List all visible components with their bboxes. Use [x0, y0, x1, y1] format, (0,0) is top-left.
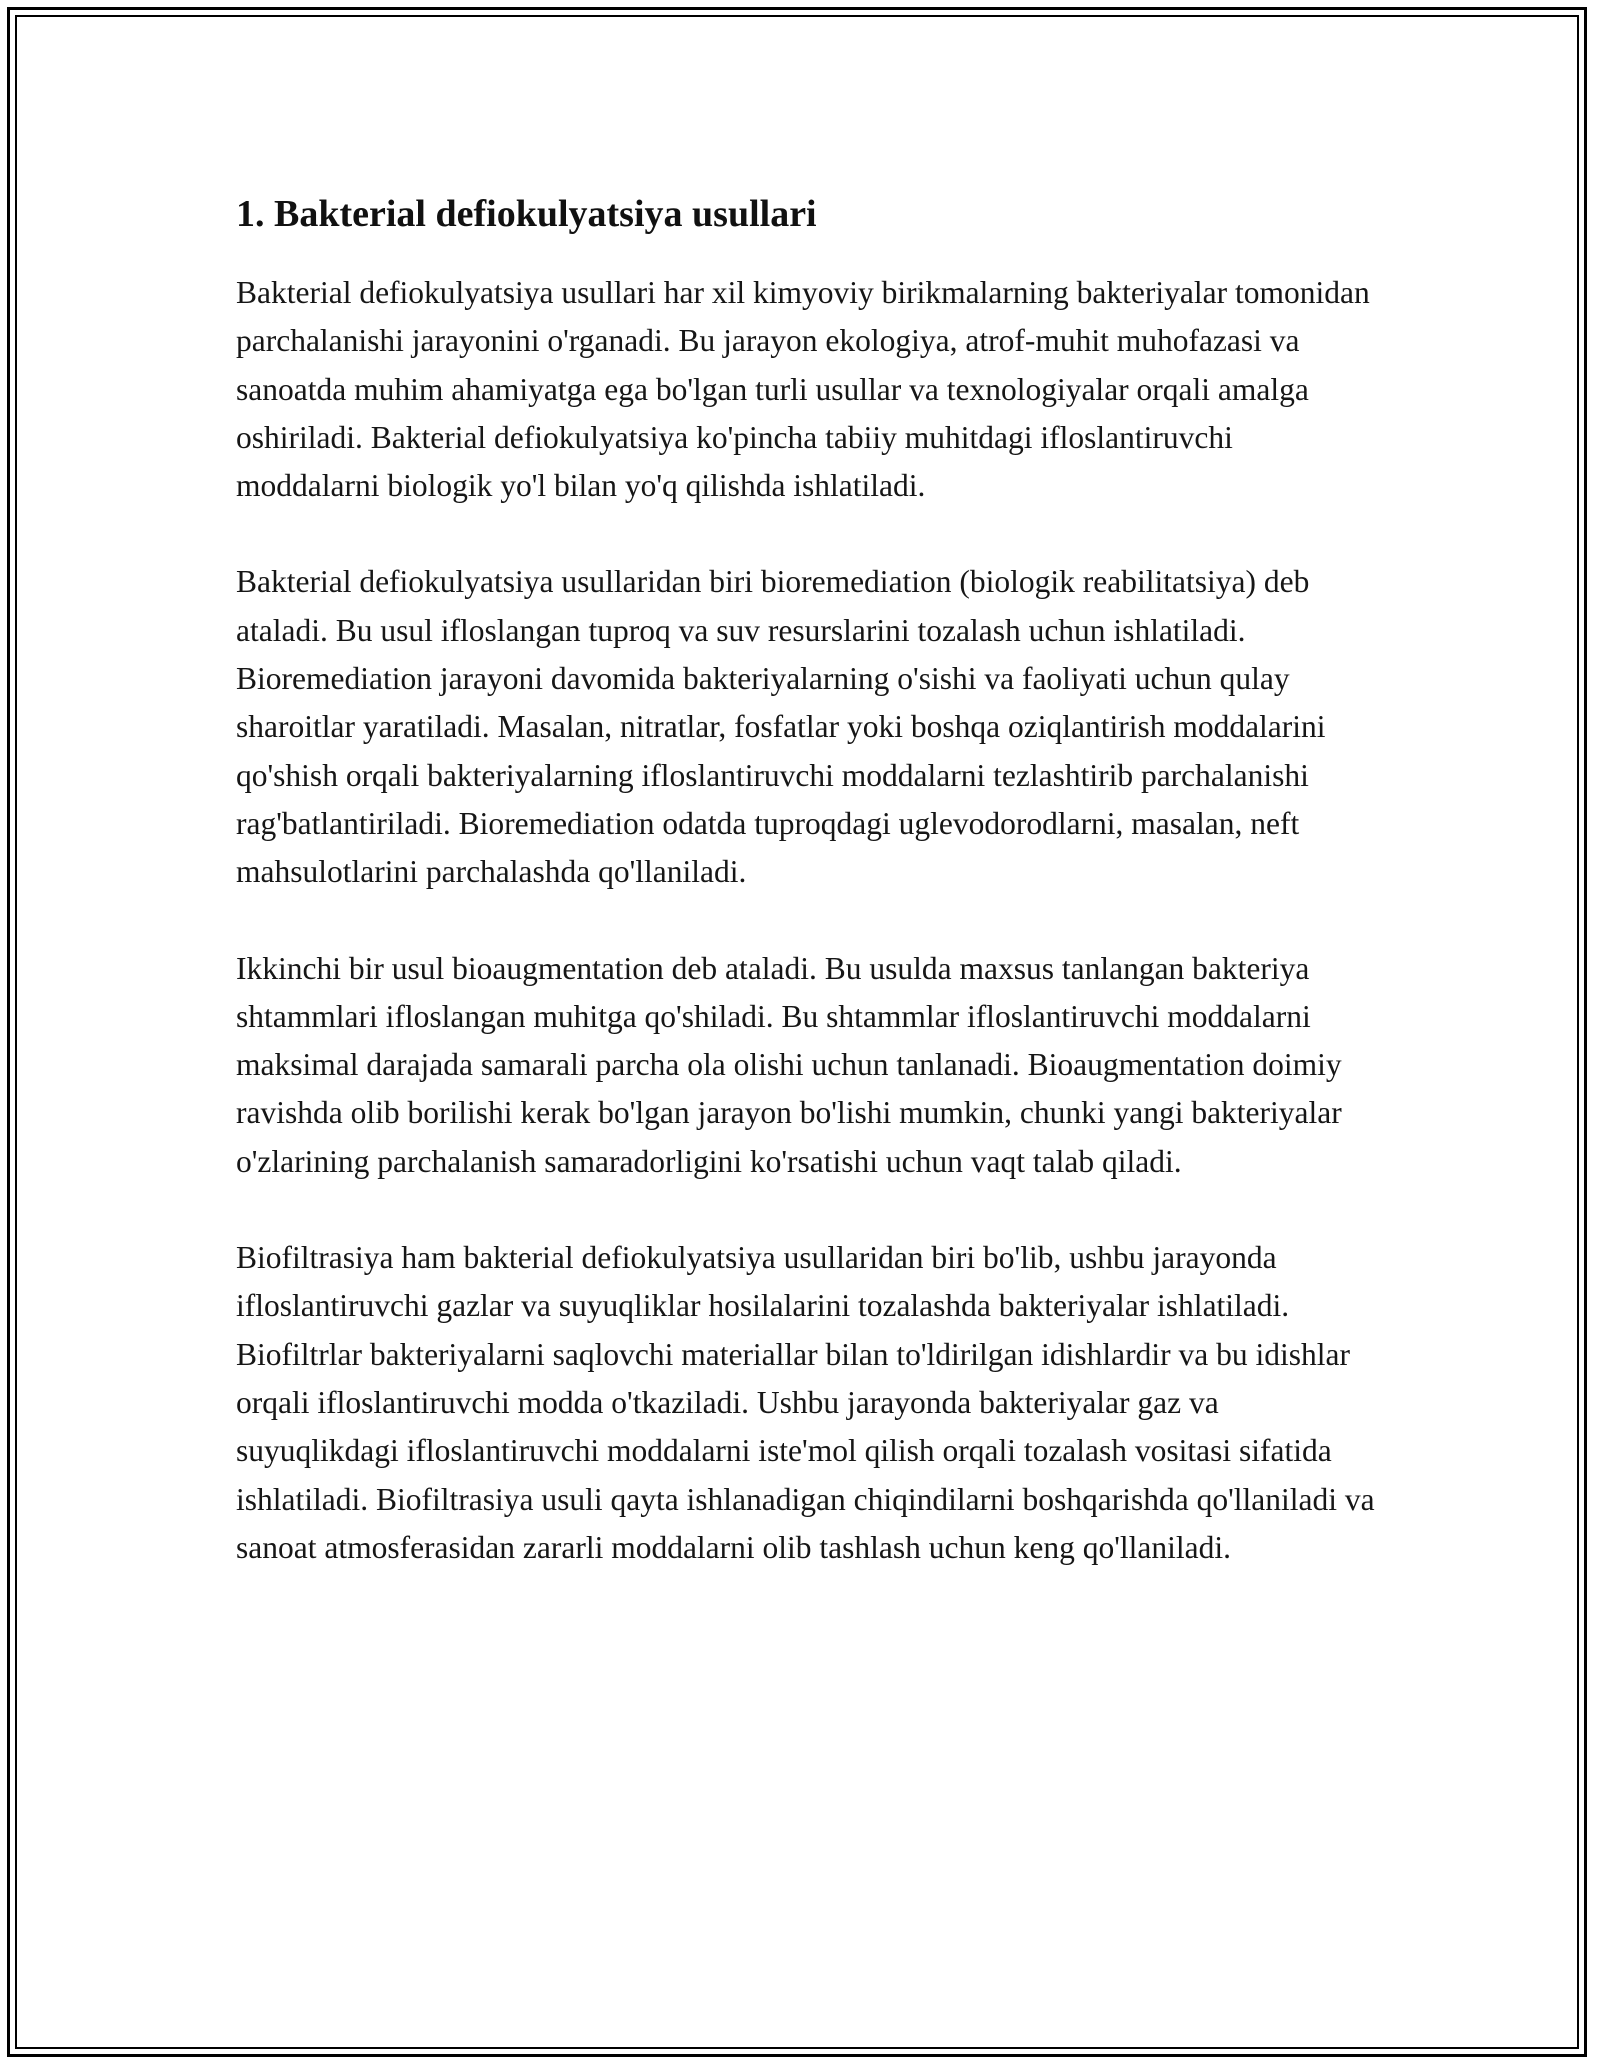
paragraph-bioremediation: Bakterial defiokulyatsiya usullaridan biri bioremediation (biologik reabilitatsiya) deb ataladi. Bu usul ifloslangan tuproq va suv resurslarini tozalash uchun ishlatiladi. Bioremediation jarayoni davomida bakteriyalarning o'sishi va faoliyati uchun qulay sharoitlar yaratiladi. Masalan, nitratlar, fosfatlar yoki boshqa oziqlantirish moddalarini qo'shish orqali bakteriyalarning ifloslantiruvchi moddalarni tezlashtirib parchalanishi rag'batlantiriladi. Bioremediation odatda tuproqdagi uglevodorodlarni, masalan, neft mahsulotlarini parchalashda qo'llaniladi. [236, 564, 1326, 890]
paragraph-biofiltration: Biofiltrasiya ham bakterial defiokulyatsiya usullaridan biri bo'lib, ushbu jarayonda ifloslantiruvchi gazlar va suyuqliklar hosilalarini tozalashda bakteriyalar ishlatiladi. Biofiltrlar bakteriyalarni saqlovchi materiallar bilan to'ldirilgan idishlardir va bu idishlar orqali ifloslantiruvchi modda o'tkaziladi. Ushbu jarayonda bakteriyalar gaz va suyuqlikdagi ifloslantiruvchi moddalarni iste'mol qilish orqali tozalash vositasi sifatida ishlatiladi. Biofiltrasiya usuli qayta ishlanadigan chiqindilarni boshqarishda qo'llaniladi va sanoat atmosferasidan zararli moddalarni olib tashlash uchun keng qo'llaniladi. [236, 1240, 1375, 1565]
paragraph-intro: Bakterial defiokulyatsiya usullari har xil kimyoviy birikmalarning bakteriyalar tomonidan parchalanishi jarayonini o'rganadi. Bu jarayon ekologiya, atrof-muhit muhofazasi va sanoatda muhim ahamiyatga ega bo'lgan turli usullar va texnologiyalar orqali amalga oshiriladi. Bakterial defiokulyatsiya ko'pincha tabiiy muhitdagi ifloslantiruvchi moddalarni biologik yo'l bilan yo'q qilishda ishlatiladi. [236, 275, 1370, 504]
document-body [236, 185, 1376, 1620]
section-heading: 1. Bakterial defiokulyatsiya usullari [236, 193, 817, 235]
paragraph-bioaugmentation: Ikkinchi bir usul bioaugmentation deb ataladi. Bu usulda maxsus tanlangan bakteriya shtammlari ifloslangan muhitga qo'shiladi. Bu shtammlar ifloslantiruvchi moddalarni maksimal darajada samarali parcha ola olishi uchun tanlanadi. Bioaugmentation doimiy ravishda olib borilishi kerak bo'lgan jarayon bo'lishi mumkin, chunki yangi bakteriyalar o'zlarining parchalanish samaradorligini ko'rsatishi uchun vaqt talab qiladi. [236, 950, 1342, 1179]
